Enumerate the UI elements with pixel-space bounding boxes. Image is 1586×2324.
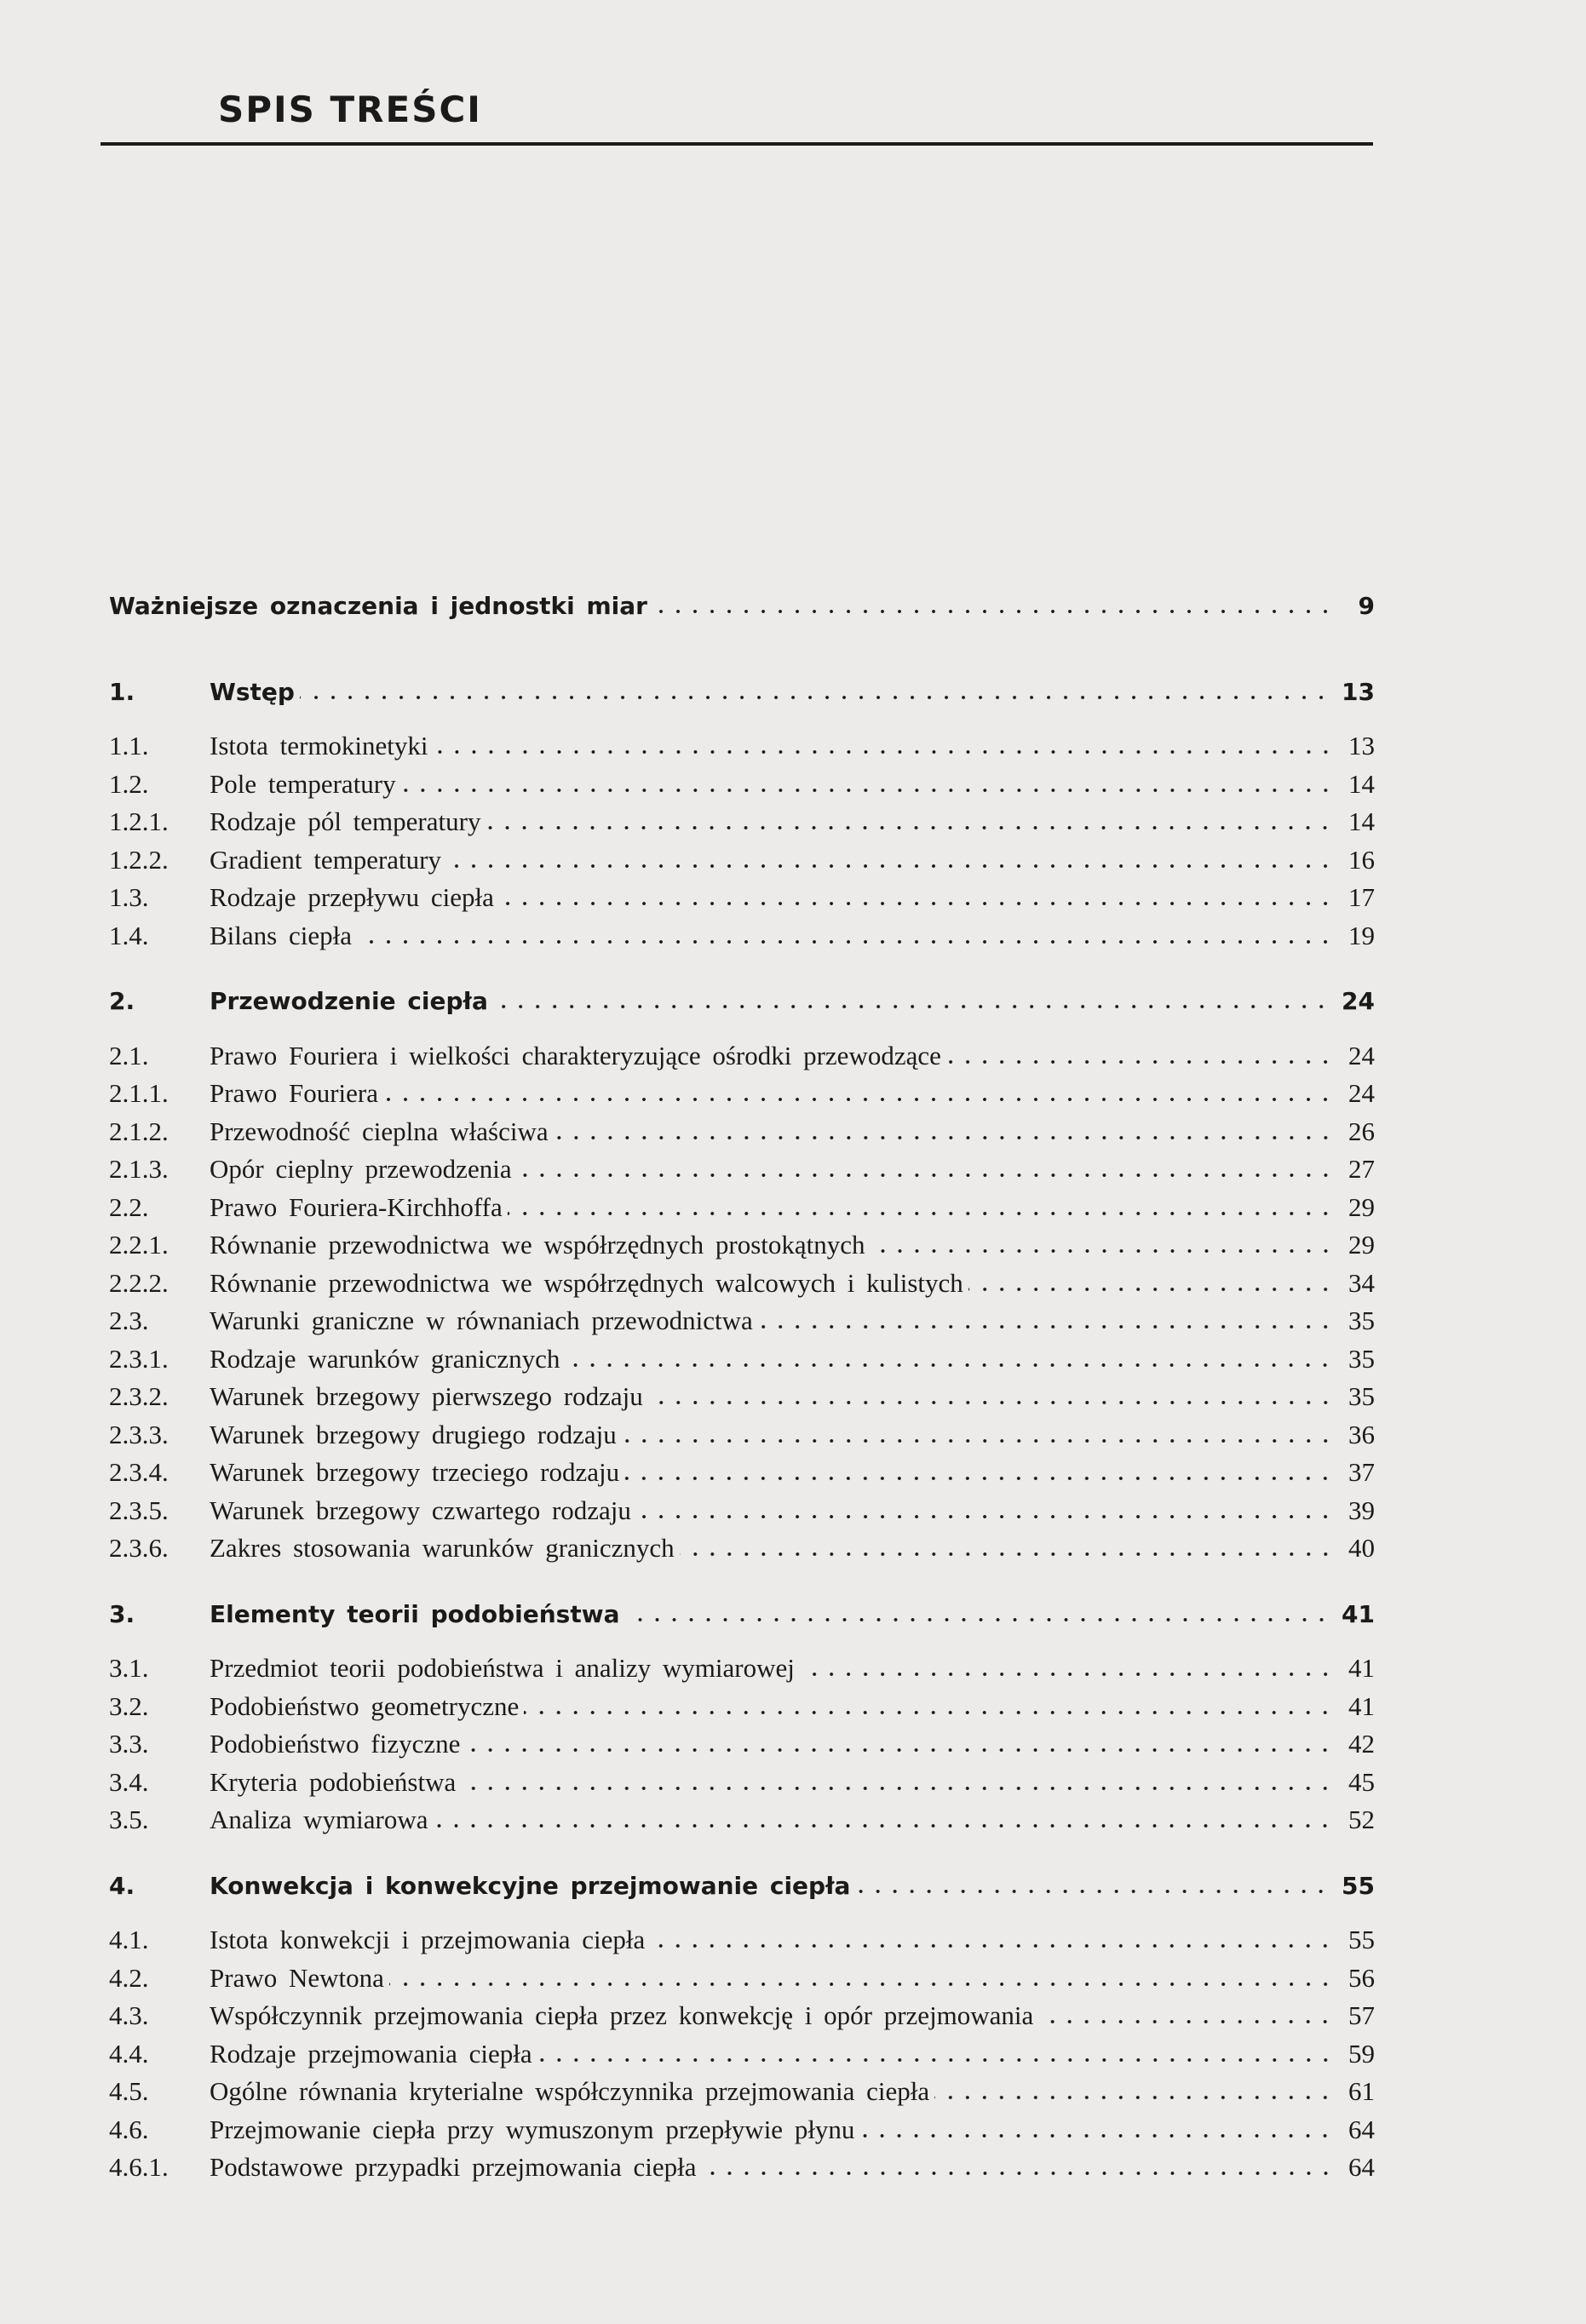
toc-entry-page: 29 xyxy=(1348,1230,1375,1260)
toc-section-entry[interactable] xyxy=(109,2039,1375,2077)
toc-entry-text: Rodzaje przejmowania ciepła xyxy=(210,2038,532,2069)
toc-entry-page: 35 xyxy=(1348,1381,1375,1411)
dot-leader xyxy=(855,1889,1330,1894)
toc-entry-page: 40 xyxy=(1348,1533,1375,1563)
dot-leader xyxy=(968,1287,1334,1292)
toc-entry-page: 64 xyxy=(1348,2152,1375,2182)
toc-section-entry[interactable] xyxy=(109,1767,1375,1805)
toc-entry-number: 2.3.4. xyxy=(109,1457,169,1487)
toc-entry-text: Warunek brzegowy trzeciego rodzaju xyxy=(210,1457,620,1487)
toc-entry-number: 1.3. xyxy=(109,882,149,912)
dot-leader xyxy=(389,1982,1334,1987)
toc-section-entry[interactable] xyxy=(109,1420,1375,1458)
dot-leader xyxy=(680,1552,1334,1557)
toc-entry-number: 2. xyxy=(109,987,135,1015)
toc-entry-number: 2.1. xyxy=(109,1040,149,1070)
toc-entry-text: Równanie przewodnictwa we współrzędnych prostokątnych xyxy=(210,1230,865,1260)
toc-section-entry[interactable] xyxy=(109,1381,1375,1420)
toc-entry-text: Prawo Fouriera-Kirchhoffa xyxy=(210,1191,503,1222)
toc-entry-text: Rodzaje warunków granicznych xyxy=(210,1343,560,1374)
toc-entry-number: 3.3. xyxy=(109,1729,149,1759)
toc-entry-number: 4.2. xyxy=(109,1962,149,1993)
toc-section-entry[interactable] xyxy=(109,1268,1375,1306)
toc-section-entry[interactable] xyxy=(109,1305,1375,1344)
toc-entry-number: 3.4. xyxy=(109,1766,149,1797)
toc-entry-number: 1.2.1. xyxy=(109,806,169,836)
table-of-contents xyxy=(109,592,1375,2190)
toc-entry-text: Warunek brzegowy czwartego rodzaju xyxy=(210,1495,631,1525)
toc-entry-number: 1.2. xyxy=(109,768,149,799)
toc-section-entry[interactable] xyxy=(109,921,1375,959)
toc-entry-number: 2.3.5. xyxy=(109,1495,169,1525)
toc-entry-page: 59 xyxy=(1348,2038,1375,2069)
toc-entry-front-matter[interactable] xyxy=(109,592,1375,646)
toc-entry-number: 4. xyxy=(109,1871,135,1900)
dot-leader xyxy=(622,1438,1334,1443)
toc-entry-text: Rodzaje pól temperatury xyxy=(210,806,481,836)
toc-entry-text: Analiza wymiarowa xyxy=(210,1805,428,1834)
chapter-group xyxy=(109,1872,1375,2190)
page-title: SPIS TREŚCI xyxy=(218,89,482,130)
toc-entry-page: 13 xyxy=(1342,677,1375,706)
toc-entry-text: Rodzaje przepływu ciepła xyxy=(210,882,494,912)
toc-entry-text: Kryteria podobieństwa xyxy=(210,1766,457,1797)
toc-entry-number: 2.2.2. xyxy=(109,1267,169,1298)
toc-entry-number: 4.6.1. xyxy=(109,2152,169,2182)
dot-leader xyxy=(702,2171,1334,2176)
dot-leader xyxy=(434,749,1334,755)
dot-leader xyxy=(499,901,1334,906)
toc-section-entry[interactable] xyxy=(109,769,1375,807)
toc-entry-text: Podobieństwo geometryczne xyxy=(210,1690,520,1721)
toc-section-entry[interactable] xyxy=(109,1925,1375,1963)
toc-chapter-heading[interactable] xyxy=(109,1872,1375,1925)
toc-chapter-heading[interactable] xyxy=(109,987,1375,1041)
dot-leader xyxy=(652,609,1334,614)
toc-entry-number: 3.5. xyxy=(109,1805,149,1834)
toc-section-entry[interactable] xyxy=(109,1495,1375,1534)
toc-entry-text: Równanie przewodnictwa we współrzędnych walcowych i kulistych xyxy=(210,1267,963,1298)
dot-leader xyxy=(624,1476,1334,1481)
dot-leader xyxy=(486,825,1334,830)
toc-entry-page: 26 xyxy=(1348,1116,1375,1146)
toc-entry-text: Warunek brzegowy pierwszego rodzaju xyxy=(210,1381,643,1411)
toc-entry-page: 24 xyxy=(1342,987,1375,1015)
toc-section-entry[interactable] xyxy=(109,1192,1375,1231)
dot-leader xyxy=(493,1004,1330,1009)
dot-leader xyxy=(517,1173,1334,1178)
toc-section-entry[interactable] xyxy=(109,1533,1375,1571)
dot-leader xyxy=(508,1211,1334,1216)
toc-entry-text: Warunki graniczne w równaniach przewodnictwa xyxy=(210,1305,753,1335)
toc-entry-page: 55 xyxy=(1348,1925,1375,1954)
toc-entry-number: 3.1. xyxy=(109,1653,149,1683)
toc-entry-number: 2.1.1. xyxy=(109,1078,169,1108)
toc-section-entry[interactable] xyxy=(109,1457,1375,1495)
toc-section-entry[interactable] xyxy=(109,1344,1375,1382)
dot-leader xyxy=(758,1324,1334,1329)
toc-entry-number: 4.1. xyxy=(109,1925,149,1954)
toc-entry-page: 39 xyxy=(1348,1495,1375,1525)
toc-entry-text: Opór cieplny przewodzenia xyxy=(210,1154,512,1184)
toc-entry-number: 2.3.6. xyxy=(109,1533,169,1563)
toc-entry-page: 41 xyxy=(1348,1653,1375,1683)
toc-section-entry[interactable] xyxy=(109,1078,1375,1116)
toc-entry-page: 24 xyxy=(1348,1078,1375,1108)
toc-section-entry[interactable] xyxy=(109,1116,1375,1155)
toc-entry-text: Przejmowanie ciepła przy wymuszonym przepływie płynu xyxy=(210,2114,855,2144)
toc-entry-text: Prawo Fouriera i wielkości charakteryzujące ośrodki przewodzące xyxy=(210,1040,941,1070)
toc-entry-number: 2.2.1. xyxy=(109,1230,169,1260)
toc-entry-page: 27 xyxy=(1348,1154,1375,1184)
dot-leader xyxy=(554,1135,1334,1140)
toc-entry-text: Ważniejsze oznaczenia i jednostki miar xyxy=(109,592,647,620)
toc-entry-number: 3. xyxy=(109,1599,135,1628)
toc-entry-text: Przewodność cieplna właściwa xyxy=(210,1116,549,1146)
chapter-group xyxy=(109,987,1375,1571)
toc-entry-number: 4.3. xyxy=(109,2000,149,2030)
dot-leader xyxy=(871,1248,1335,1254)
toc-entry-page: 34 xyxy=(1348,1267,1375,1298)
toc-entry-page: 57 xyxy=(1348,2000,1375,2030)
toc-entry-text: Warunek brzegowy drugiego rodzaju xyxy=(210,1419,617,1449)
toc-entry-number: 2.3.3. xyxy=(109,1419,169,1449)
toc-entry-number: 4.4. xyxy=(109,2038,149,2069)
toc-entry-number: 4.6. xyxy=(109,2114,149,2144)
toc-entry-number: 1.1. xyxy=(109,731,149,760)
toc-entry-number: 1.2.2. xyxy=(109,844,169,875)
dot-leader xyxy=(934,2095,1334,2100)
toc-entry-page: 45 xyxy=(1348,1766,1375,1797)
toc-section-entry[interactable] xyxy=(109,1653,1375,1691)
toc-section-entry[interactable] xyxy=(109,1963,1375,2001)
dot-leader xyxy=(461,1786,1334,1791)
dot-leader xyxy=(357,939,1334,944)
toc-entry-number: 2.1.3. xyxy=(109,1154,169,1184)
toc-entry-page: 35 xyxy=(1348,1305,1375,1335)
toc-entry-text: Prawo Fouriera xyxy=(210,1078,378,1108)
dot-leader xyxy=(433,1823,1334,1828)
toc-section-entry[interactable] xyxy=(109,2076,1375,2115)
dot-leader xyxy=(446,864,1334,869)
dot-leader xyxy=(625,1617,1330,1622)
toc-section-entry[interactable] xyxy=(109,1805,1375,1843)
toc-entry-page: 55 xyxy=(1342,1871,1375,1900)
toc-entry-text: Prawo Newtona xyxy=(210,1962,384,1993)
toc-entry-page: 56 xyxy=(1348,1962,1375,1993)
toc-entry-text: Konwekcja i konwekcyjne przejmowanie ciepła xyxy=(210,1871,851,1900)
toc-entry-text: Pole temperatury xyxy=(210,768,396,799)
toc-entry-text: Przedmiot teorii podobieństwa i analizy wymiarowej xyxy=(210,1653,795,1683)
toc-entry-page: 19 xyxy=(1348,920,1375,950)
toc-section-entry[interactable] xyxy=(109,1041,1375,1079)
toc-chapter-heading[interactable] xyxy=(109,1600,1375,1654)
dot-leader xyxy=(800,1672,1334,1677)
toc-entry-page: 29 xyxy=(1348,1191,1375,1222)
toc-entry-number: 1.4. xyxy=(109,920,149,950)
toc-section-entry[interactable] xyxy=(109,731,1375,769)
toc-entry-page: 9 xyxy=(1358,592,1375,620)
toc-entry-number: 3.2. xyxy=(109,1690,149,1721)
toc-entry-text: Istota konwekcji i przejmowania ciepła xyxy=(210,1925,646,1954)
toc-entry-page: 14 xyxy=(1348,806,1375,836)
toc-entry-text: Wstęp xyxy=(210,677,295,706)
dot-leader xyxy=(565,1363,1334,1368)
toc-entry-page: 17 xyxy=(1348,882,1375,912)
toc-entry-page: 36 xyxy=(1348,1419,1375,1449)
toc-entry-text: Elementy teorii podobieństwa xyxy=(210,1599,620,1628)
toc-entry-page: 35 xyxy=(1348,1343,1375,1374)
dot-leader xyxy=(300,695,1330,700)
chapter-group xyxy=(109,1600,1375,1843)
chapter-list xyxy=(109,678,1375,2190)
title-rule xyxy=(101,142,1373,146)
toc-entry-text: Gradient temperatury xyxy=(210,844,441,875)
toc-section-entry[interactable] xyxy=(109,2152,1375,2190)
toc-entry-text: Podobieństwo fizyczne xyxy=(210,1729,461,1759)
dot-leader xyxy=(1038,2019,1334,2024)
toc-chapter-heading[interactable] xyxy=(109,678,1375,732)
toc-entry-page: 52 xyxy=(1348,1805,1375,1834)
toc-entry-number: 1. xyxy=(109,677,135,706)
dot-leader xyxy=(648,1400,1334,1405)
dot-leader xyxy=(636,1514,1334,1519)
toc-entry-number: 2.3.2. xyxy=(109,1381,169,1411)
toc-entry-text: Istota termokinetyki xyxy=(210,731,428,760)
toc-entry-number: 4.5. xyxy=(109,2076,149,2106)
toc-section-entry[interactable] xyxy=(109,2000,1375,2039)
dot-leader xyxy=(650,1943,1334,1948)
toc-section-entry[interactable] xyxy=(109,806,1375,845)
toc-entry-page: 61 xyxy=(1348,2076,1375,2106)
toc-entry-page: 16 xyxy=(1348,844,1375,875)
toc-section-entry[interactable] xyxy=(109,1729,1375,1767)
toc-entry-text: Przewodzenie ciepła xyxy=(210,987,488,1015)
toc-entry-number: 2.2. xyxy=(109,1191,149,1222)
toc-section-entry[interactable] xyxy=(109,1154,1375,1192)
toc-entry-text: Podstawowe przypadki przejmowania ciepła xyxy=(210,2152,697,2182)
toc-entry-page: 41 xyxy=(1342,1599,1375,1628)
toc-entry-page: 13 xyxy=(1348,731,1375,760)
toc-entry-page: 14 xyxy=(1348,768,1375,799)
dot-leader xyxy=(859,2133,1334,2138)
dot-leader xyxy=(946,1059,1334,1064)
toc-entry-page: 24 xyxy=(1348,1040,1375,1070)
dot-leader xyxy=(465,1747,1334,1753)
toc-entry-text: Ogólne równania kryterialne współczynnika przejmowania ciepła xyxy=(210,2076,930,2106)
toc-section-entry[interactable] xyxy=(109,1691,1375,1730)
toc-entry-number: 2.3. xyxy=(109,1305,149,1335)
toc-entry-number: 2.3.1. xyxy=(109,1343,169,1374)
toc-entry-text: Bilans ciepła xyxy=(210,920,352,950)
toc-section-entry[interactable] xyxy=(109,1230,1375,1268)
toc-entry-page: 64 xyxy=(1348,2114,1375,2144)
toc-section-entry[interactable] xyxy=(109,845,1375,883)
toc-section-entry[interactable] xyxy=(109,2115,1375,2153)
toc-entry-page: 37 xyxy=(1348,1457,1375,1487)
toc-entry-text: Zakres stosowania warunków granicznych xyxy=(210,1533,675,1563)
dot-leader xyxy=(537,2057,1334,2063)
toc-entry-page: 41 xyxy=(1348,1690,1375,1721)
dot-leader xyxy=(383,1097,1334,1102)
toc-entry-text: Współczynnik przejmowania ciepła przez konwekcję i opór przejmowania xyxy=(210,2000,1034,2030)
toc-entry-page: 42 xyxy=(1348,1729,1375,1759)
toc-section-entry[interactable] xyxy=(109,882,1375,921)
chapter-group xyxy=(109,678,1375,959)
dot-leader xyxy=(401,788,1334,793)
dot-leader xyxy=(524,1710,1334,1715)
toc-entry-number: 2.1.2. xyxy=(109,1116,169,1146)
